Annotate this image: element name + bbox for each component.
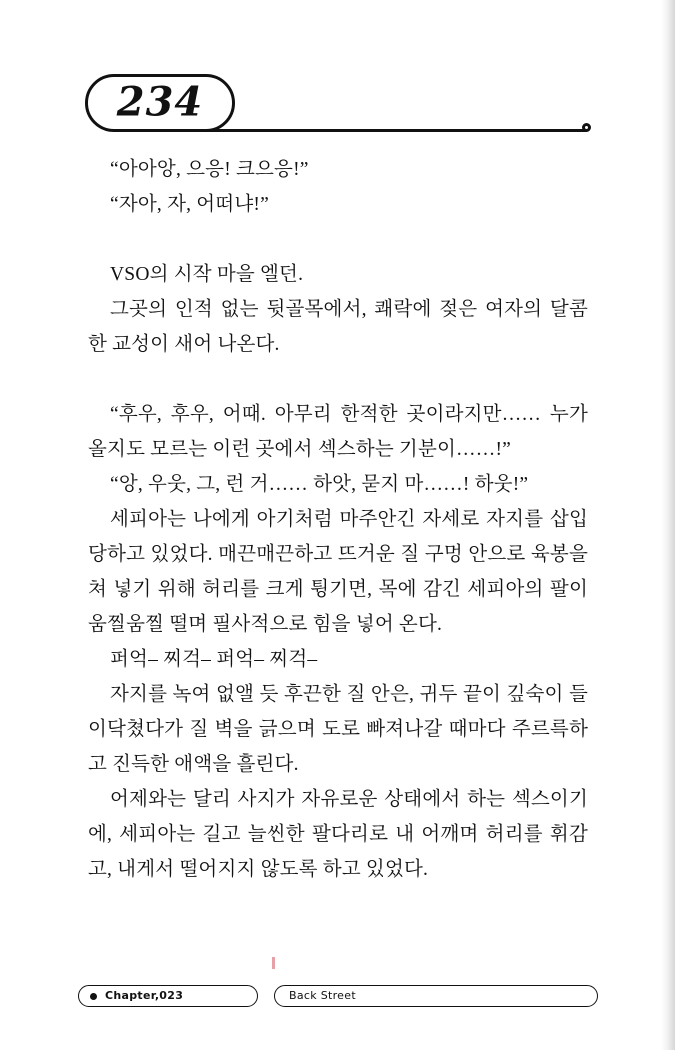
- binding-mark: [272, 957, 275, 969]
- footer-title-pill: [274, 985, 598, 1007]
- paragraph: “아아앙, 으응! 크으응!”: [110, 159, 309, 180]
- paragraph: 세피아는 나에게 아기처럼 마주안긴 자세로 자지를 삽입당하고 있었다. 매끈매끈하고 뜨거운 질 구멍 안으로 육봉을 쳐 넣기 위해 허리를 크게 튕기면, 목에 감긴 세피아의 팔이 움찔움찔 떨며 필사적으로 힘을 넣어 온다.: [88, 509, 588, 635]
- paragraph: “앙, 우웃, 그, 런 거…… 하앗, 묻지 마……! 하웃!”: [110, 474, 529, 495]
- header-rule: [205, 129, 587, 132]
- paragraph: 그곳의 인적 없는 뒷골목에서, 쾌락에 젖은 여자의 달콤한 교성이 새어 나온다.: [88, 299, 588, 355]
- header-end-dot-icon: [582, 123, 591, 132]
- footer-chapter-label: Chapter,023: [105, 989, 184, 1002]
- page-text: [88, 152, 588, 887]
- bullet-dot-icon: [90, 993, 97, 1000]
- footer-title-label: Back Street: [289, 989, 356, 1002]
- paragraph: 어제와는 달리 사지가 자유로운 상태에서 하는 섹스이기에, 세피아는 길고 늘씬한 팔다리로 내 어깨며 허리를 휘감고, 내게서 떨어지지 않도록 하고 있었다.: [88, 789, 588, 880]
- page-header: [85, 74, 595, 136]
- paragraph: “후우, 후우, 어때. 아무리 한적한 곳이라지만…… 누가 올지도 모르는 이런 곳에서 섹스하는 기분이……!”: [88, 404, 588, 460]
- page-number: 234: [116, 78, 204, 126]
- page-edge-shadow: [661, 0, 675, 1050]
- paragraph: 자지를 녹여 없앨 듯 후끈한 질 안은, 귀두 끝이 깊숙이 들이닥쳤다가 질 벽을 긁으며 도로 빠져나갈 때마다 주르륵하고 진득한 애액을 흘린다.: [88, 684, 588, 775]
- page-number-badge: [85, 74, 235, 132]
- paragraph: 퍼억– 찌걱– 퍼억– 찌걱–: [110, 649, 318, 670]
- paragraph: “자아, 자, 어떠냐!”: [110, 194, 269, 215]
- paragraph: VSO의 시작 마을 엘던.: [110, 264, 304, 285]
- page-footer: [78, 985, 598, 1011]
- footer-chapter-pill: [78, 985, 258, 1007]
